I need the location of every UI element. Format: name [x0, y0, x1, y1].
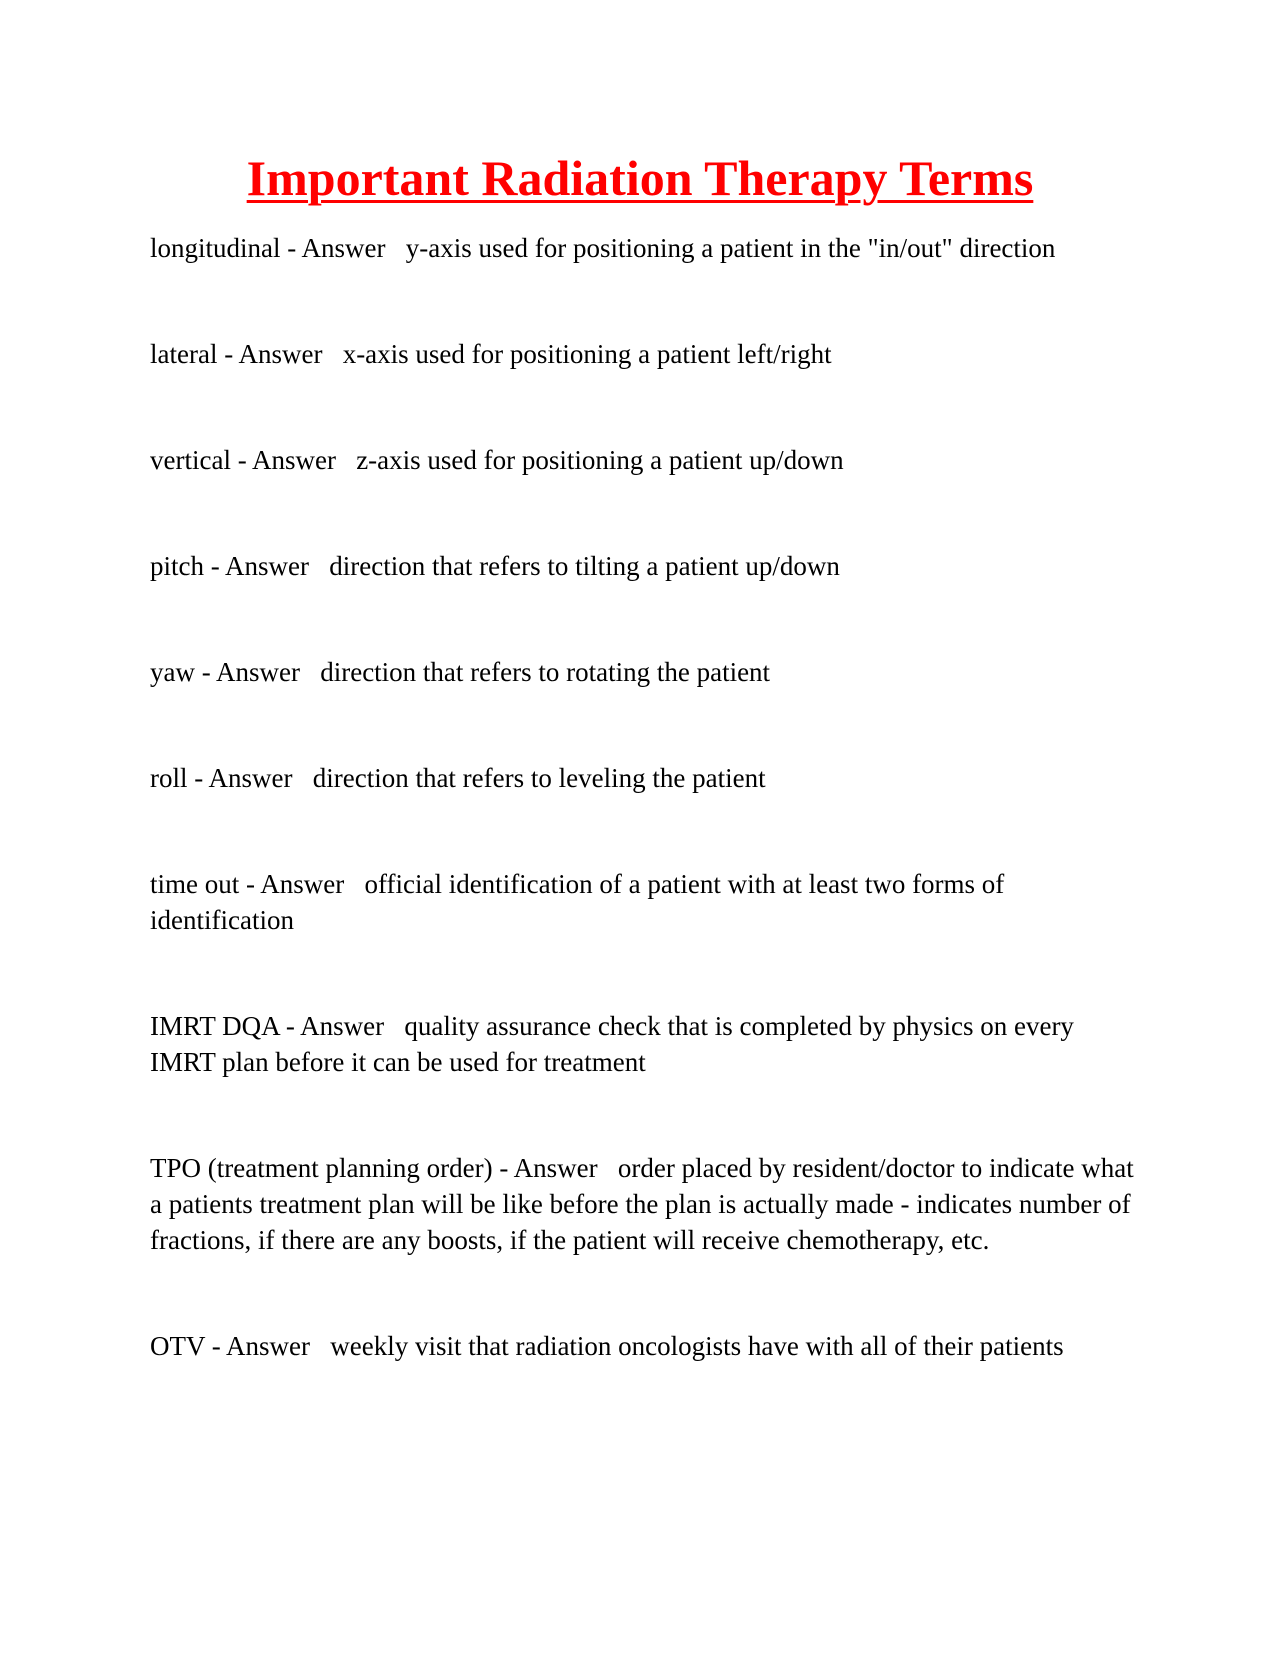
- term-name: roll: [150, 763, 188, 793]
- term-entry: [150, 230, 1140, 266]
- term-definition: y-axis used for positioning a patient in the "in/out" direction: [405, 233, 1056, 263]
- term-name: IMRT DQA: [150, 1011, 280, 1041]
- term-definition: direction that refers to rotating the patient: [320, 657, 771, 687]
- term-entry: [150, 548, 1140, 584]
- term-definition: weekly visit that radiation oncologists have with all of their patients: [330, 1331, 1064, 1361]
- term-name: lateral: [150, 339, 218, 369]
- term-entry: [150, 336, 1140, 372]
- term-name: OTV: [150, 1331, 206, 1361]
- term-separator: - Answer: [204, 551, 330, 581]
- term-entry: [150, 442, 1140, 478]
- term-separator: - Answer: [205, 1331, 331, 1361]
- term-list: [150, 230, 1140, 1434]
- term-separator: - Answer: [492, 1153, 618, 1183]
- document-title: Important Radiation Therapy Terms: [246, 150, 1034, 206]
- term-name: time out: [150, 869, 240, 899]
- term-definition: direction that refers to tilting a patient up/down: [329, 551, 840, 581]
- term-name: longitudinal: [150, 233, 281, 263]
- term-separator: - Answer: [217, 339, 343, 369]
- term-name: pitch: [150, 551, 204, 581]
- term-entry: [150, 866, 1140, 938]
- term-separator: - Answer: [194, 657, 321, 687]
- term-entry: [150, 1328, 1140, 1364]
- term-name: yaw: [150, 657, 195, 687]
- term-entry: [150, 1150, 1140, 1258]
- term-definition: z-axis used for positioning a patient up/down: [356, 445, 844, 475]
- term-definition: x-axis used for positioning a patient left/right: [342, 339, 832, 369]
- term-definition: order placed by resident/doctor to indicate what a patients treatment plan will be like before the plan is actually made - indicates number of fractions, if there are any boosts, if the patient will receive chemotherapy, etc.: [150, 1153, 1134, 1255]
- term-entry: [150, 654, 1140, 690]
- term-definition: quality assurance check that is completed by physics on every IMRT plan before it can be used for treatment: [150, 1011, 1074, 1077]
- term-entry: [150, 1008, 1140, 1080]
- term-entry: [150, 760, 1140, 796]
- term-definition: direction that refers to leveling the patient: [312, 763, 766, 793]
- term-separator: - Answer: [279, 1011, 405, 1041]
- term-separator: - Answer: [187, 763, 313, 793]
- term-separator: - Answer: [239, 869, 365, 899]
- term-name: TPO (treatment planning order): [150, 1153, 493, 1183]
- term-name: vertical: [150, 445, 231, 475]
- term-separator: - Answer: [230, 445, 357, 475]
- term-definition: official identification of a patient with at least two forms of identification: [150, 869, 1005, 935]
- term-separator: - Answer: [280, 233, 406, 263]
